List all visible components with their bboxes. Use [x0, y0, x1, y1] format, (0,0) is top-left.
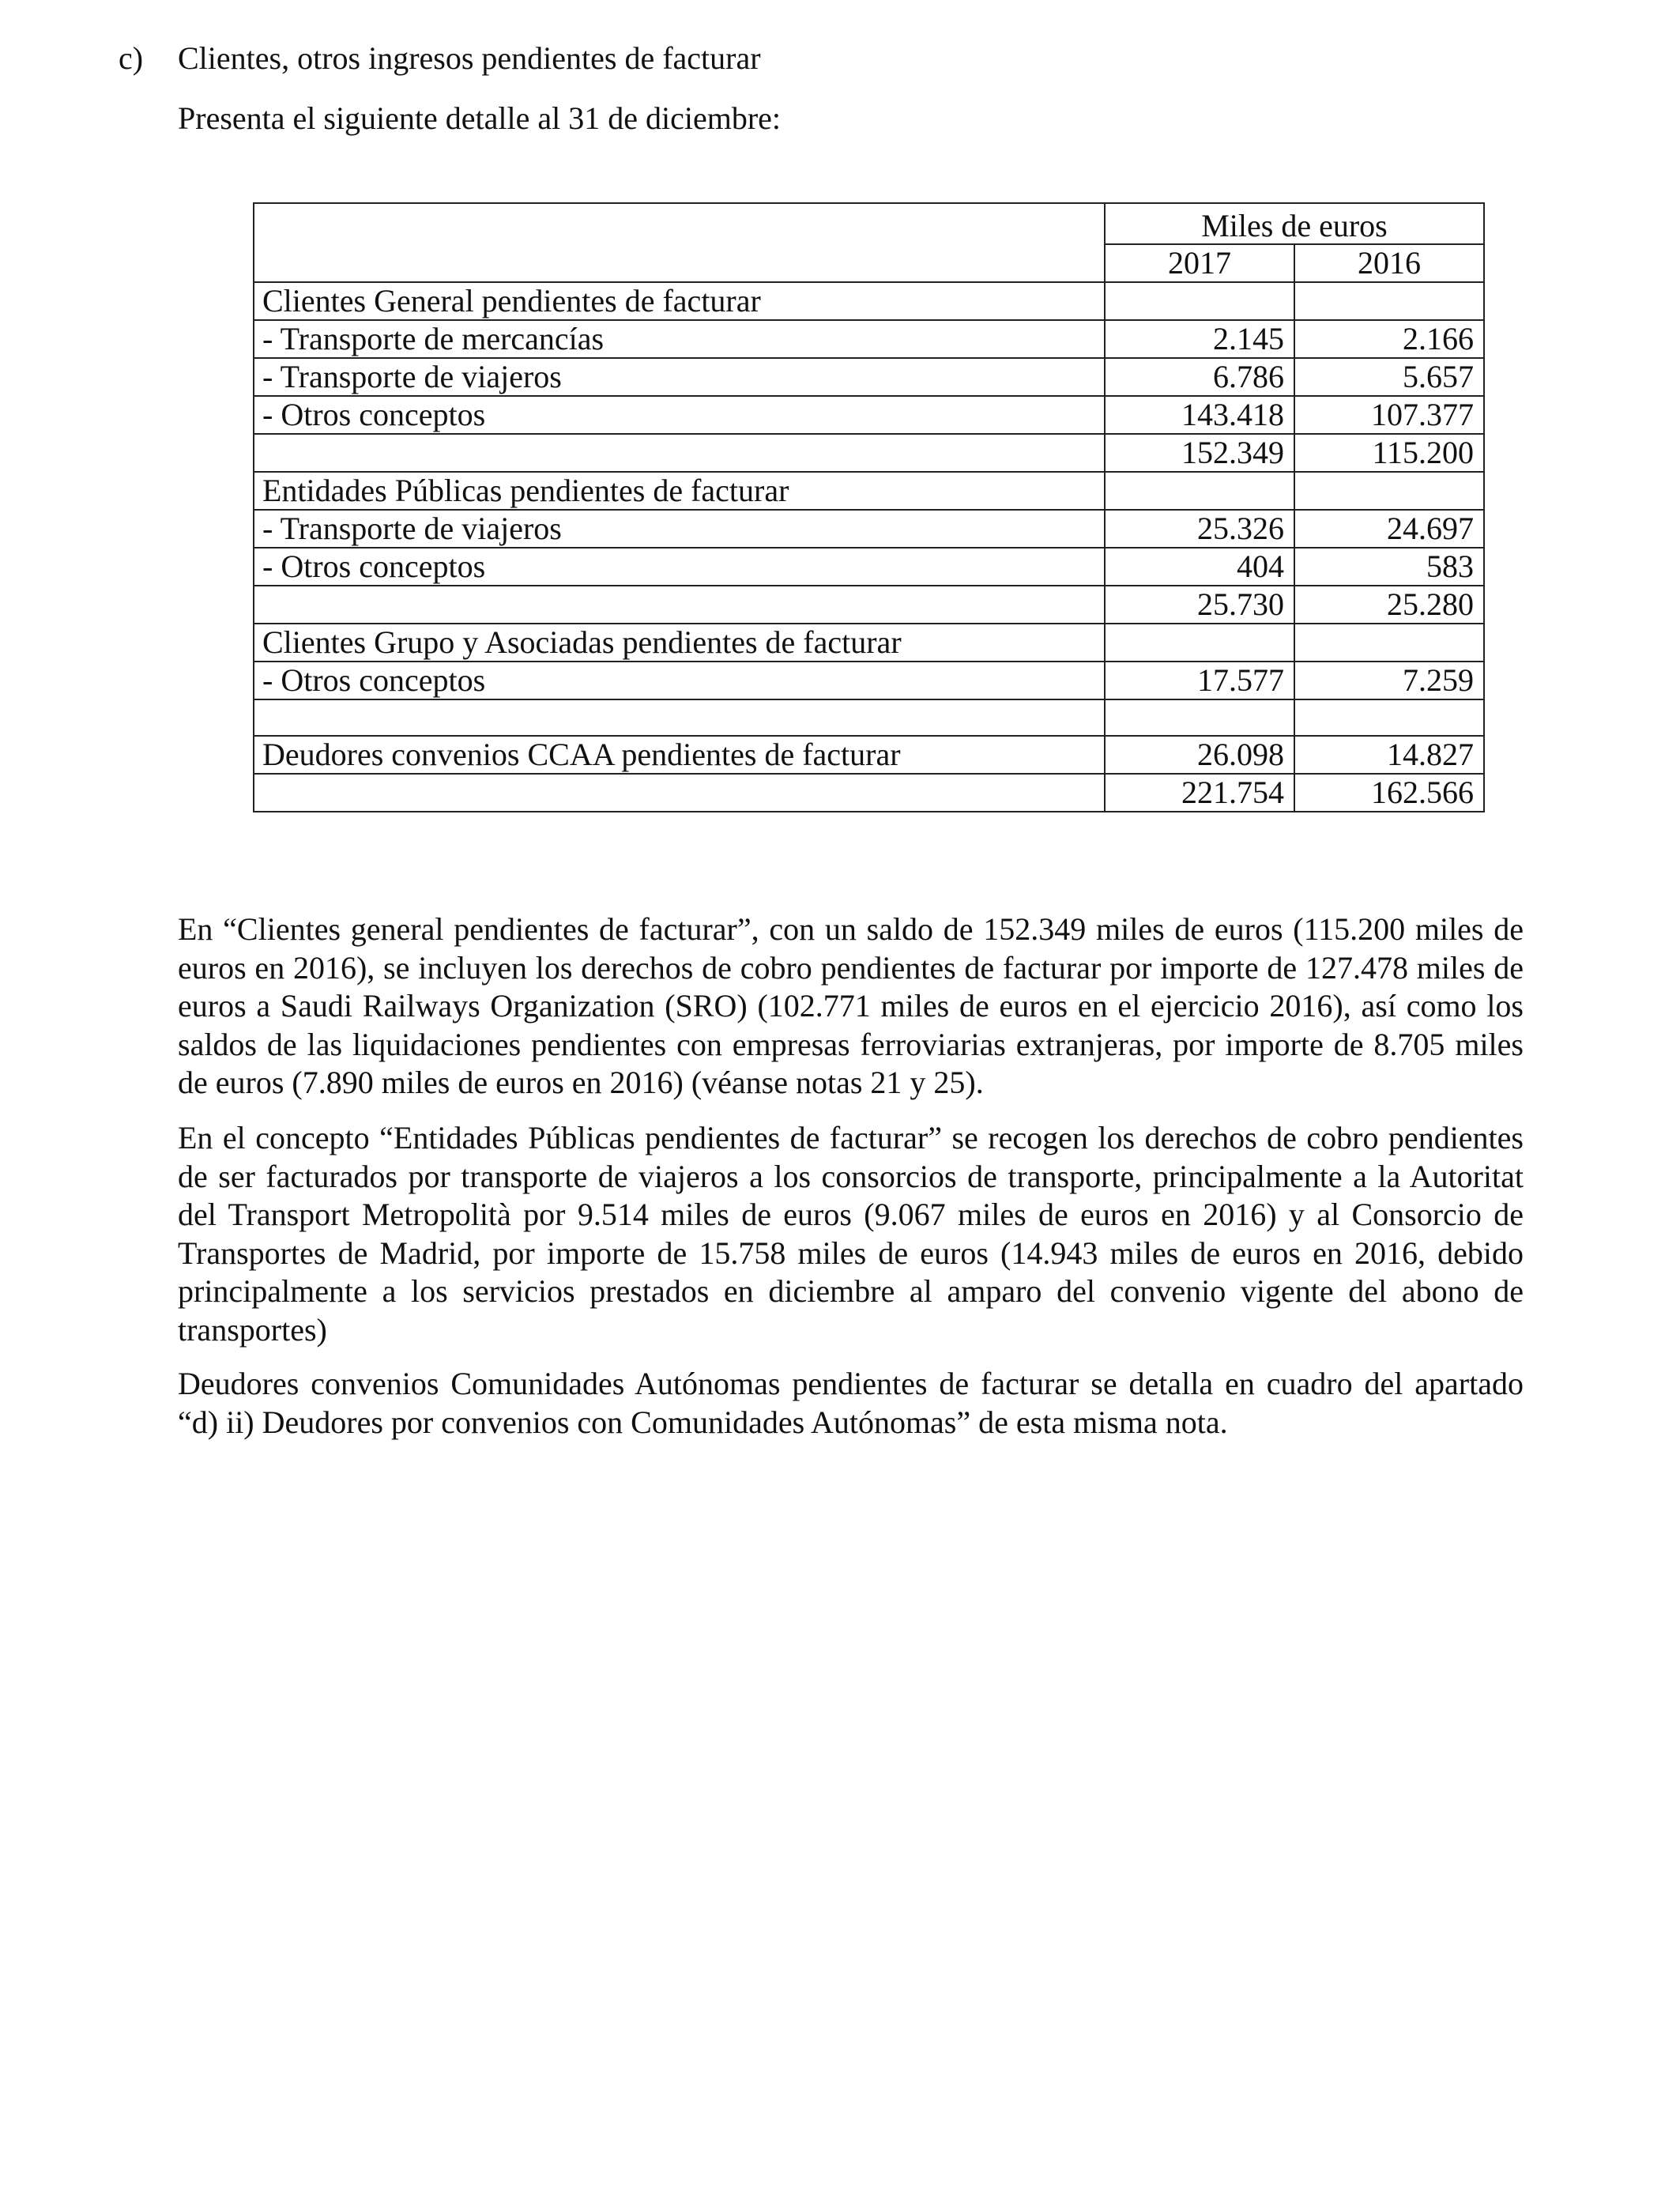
table-header-row-unit	[254, 203, 1484, 244]
value-2016: 7.259	[1294, 662, 1484, 699]
row-label: Clientes Grupo y Asociadas pendientes de facturar	[254, 624, 1105, 662]
value-2016: 162.566	[1294, 774, 1484, 812]
table-row	[254, 586, 1484, 624]
value-2016	[1294, 472, 1484, 510]
row-label	[254, 434, 1105, 472]
row-label: - Otros conceptos	[254, 548, 1105, 586]
value-2017	[1105, 472, 1294, 510]
value-2017: 26.098	[1105, 736, 1294, 774]
value-2017: 404	[1105, 548, 1294, 586]
table-row	[254, 736, 1484, 774]
row-label: Clientes General pendientes de facturar	[254, 282, 1105, 320]
table-row	[254, 472, 1484, 510]
row-label: - Transporte de mercancías	[254, 320, 1105, 358]
value-2016: 583	[1294, 548, 1484, 586]
value-2017: 25.730	[1105, 586, 1294, 624]
value-2016: 5.657	[1294, 358, 1484, 396]
value-2017: 6.786	[1105, 358, 1294, 396]
table-row	[254, 510, 1484, 548]
row-label: - Otros conceptos	[254, 662, 1105, 699]
row-label: Entidades Públicas pendientes de facturar	[254, 472, 1105, 510]
table-row	[254, 282, 1484, 320]
value-2017: 221.754	[1105, 774, 1294, 812]
value-2016: 107.377	[1294, 396, 1484, 434]
section-title: Clientes, otros ingresos pendientes de facturar	[178, 40, 761, 76]
value-2016: 24.697	[1294, 510, 1484, 548]
row-label	[254, 774, 1105, 812]
table-row	[254, 662, 1484, 699]
table-row	[254, 396, 1484, 434]
value-2017: 25.326	[1105, 510, 1294, 548]
row-label: Deudores convenios CCAA pendientes de facturar	[254, 736, 1105, 774]
value-2017	[1105, 282, 1294, 320]
value-2017: 2.145	[1105, 320, 1294, 358]
table-row	[254, 434, 1484, 472]
intro-text: Presenta el siguiente detalle al 31 de diciembre:	[178, 100, 782, 136]
value-2017	[1105, 699, 1294, 736]
table-row	[254, 774, 1484, 812]
section-letter: c)	[119, 40, 144, 76]
section-heading	[119, 38, 761, 79]
table-row	[254, 624, 1484, 662]
table-row	[254, 320, 1484, 358]
paragraph-entidades-publicas: En el concepto “Entidades Públicas pendientes de facturar” se recogen los derechos de cobro pendientes de ser facturados por transporte de viajeros a los consorcios de transporte, principalmente a la Autoritat del Transport Metropolità por 9.514 miles de euros (9.067 miles de euros en 2016) y al Consorcio de Transportes de Madrid, por importe de 15.758 miles de euros (14.943 miles de euros en 2016, debido principalmente a los servicios prestados en diciembre al amparo del convenio vigente del abono de transportes)	[178, 1120, 1524, 1348]
table-row	[254, 699, 1484, 736]
paragraph-clientes-general: En “Clientes general pendientes de facturar”, con un saldo de 152.349 miles de euros (115.200 miles de euros en 2016), se incluyen los derechos de cobro pendientes de facturar por importe de 127.478 miles de euros a Saudi Railways Organization (SRO) (102.771 miles de euros en el ejercicio 2016), así como los saldos de las liquidaciones pendientes con empresas ferroviarias extranjeras, por importe de 8.705 miles de euros (7.890 miles de euros en 2016) (véanse notas 21 y 25).	[178, 911, 1524, 1100]
row-label: - Otros conceptos	[254, 396, 1105, 434]
value-2016: 2.166	[1294, 320, 1484, 358]
row-label	[254, 699, 1105, 736]
paragraph-deudores-convenios: Deudores convenios Comunidades Autónomas pendientes de facturar se detalla en cuadro del apartado “d) ii) Deudores por convenios con Comunidades Autónomas” de esta misma nota.	[178, 1366, 1524, 1440]
row-label	[254, 586, 1105, 624]
value-2017: 17.577	[1105, 662, 1294, 699]
year-header-2016: 2016	[1294, 244, 1484, 282]
value-2016: 115.200	[1294, 434, 1484, 472]
row-label: - Transporte de viajeros	[254, 510, 1105, 548]
table-row	[254, 548, 1484, 586]
value-2017: 143.418	[1105, 396, 1294, 434]
value-2016	[1294, 282, 1484, 320]
year-header-2017: 2017	[1105, 244, 1294, 282]
unit-header: Miles de euros	[1105, 203, 1484, 244]
row-label: - Transporte de viajeros	[254, 358, 1105, 396]
value-2016: 25.280	[1294, 586, 1484, 624]
value-2017: 152.349	[1105, 434, 1294, 472]
value-2016	[1294, 699, 1484, 736]
receivables-table	[253, 202, 1485, 812]
value-2016	[1294, 624, 1484, 662]
value-2017	[1105, 624, 1294, 662]
table-row	[254, 358, 1484, 396]
value-2016: 14.827	[1294, 736, 1484, 774]
header-blank-cell	[254, 203, 1105, 282]
